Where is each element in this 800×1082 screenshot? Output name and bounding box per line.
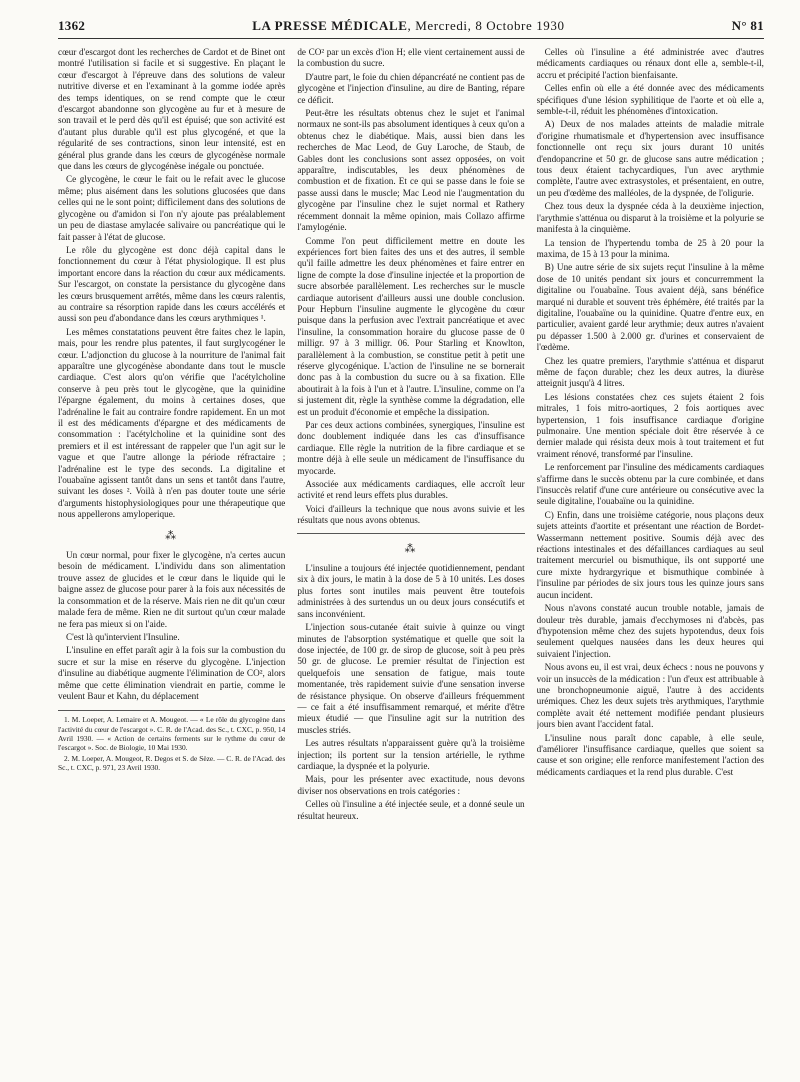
paragraph: Peut-être les résultats obtenus chez le sujet et l'animal normaux ne sont-ils pas absolument identiques à ceux qu'on a obtenus chez le diabétique. Mais, aussi bien dans les recherches de Mac Leod, de Guy Laroche, de Staub, de Gables dont les conclusions sont assez opposées, on voit apparaître, indiscutables, les deux phénomènes de combustion et de fixation. Et ce qui se passe dans le foie se passe aussi dans le muscle; Mac Leod nie l'augmentation du glycogène par l'insuline chez le sujet normal et Rathery récemment donnait la même opinion, mais Collazo affirme l'amylogénie. [297,108,525,233]
issue-number: N° 81 [731,18,764,33]
paragraph: Le renforcement par l'insuline des médicaments cardiaques s'affirme dans le succès obtenu par la cure combinée, et dans l'insuccès relatif d'une cure antérieure ou consécutive avec la seule digitaline, l'ouabaïne ou la quinidine. [536,462,764,507]
paragraph: Celles enfin où elle a été donnée avec des médicaments spécifiques d'une lésion syphilitique de l'aorte et où elle a, semble-t-il, réduit les phénomènes d'intoxication. [536,83,764,117]
journal-masthead: LA PRESSE MÉDICALE, Mercredi, 8 Octobre 1930 [252,18,565,33]
paragraph: Ce glycogène, le cœur le fait ou le refait avec le glucose même; plus aisément dans les solutions glucosées que dans celles qui ne le sont point; difficilement dans des solutions de glycogène ou d'amidon si l'on n'y ajoute pas préalablement un peu de diastase amylacée salivaire ou pancréatique qui le fait passer à l'état de glucose. [58,174,286,242]
paragraph: La tension de l'hypertendu tomba de 25 à 20 pour la maxima, de 15 à 13 pour la minima. [536,237,764,259]
paragraph: L'insuline en effet paraît agir à la fois sur la combustion du sucre et sur la mise en réserve du glycogène. L'injection d'insuline au diabétique augmente l'élimination de CO², alors même que cette élimination viendrait en partie, comme le veulent Baur et Kahn, du déplacement [58,645,286,701]
page-number: 1362 [58,18,86,33]
column-3 [537,47,764,1067]
paragraph: Chez les quatre premiers, l'arythmie s'atténua et disparut même de façon durable; chez les deux autres, la diurèse atteignit jusqu'à 4 litres. [536,355,764,389]
issue-date: Mercredi, 8 Octobre 1930 [415,18,565,33]
paragraph: D'autre part, le foie du chien dépancréaté ne contient pas de glycogène et l'injection d'insuline, au dire de Banting, répare ce déficit. [297,71,525,105]
paragraph: Celles où l'insuline a été injectée seule, et a donné seule un résultat heureux. [297,799,525,821]
paragraph: Nous avons eu, il est vrai, deux échecs : nous ne pouvons y voir un insuccès de la médication : l'un d'eux est attribuable à une bronchopneumonie aiguë, l'autre à des accidents urémiques. Chez les deux sujets très arythmiques, l'arythmie complète avait été nettement modifiée pendant plusieurs jours bien avant l'accident fatal. [536,662,764,730]
page-header [58,18,764,39]
paragraph: B) Une autre série de six sujets reçut l'insuline à la même dose de 10 unités pendant six jours et concurremment la digitaline ou l'ouabaïne. Tous avaient déjà, sans bénéfice marqué ni durable et souvent très éphémère, été traités par la digitaline, l'ouabaïne ou la quinidine. Quatre d'entre eux, en particulier, avaient gardé leur arythmie; deux autres n'avaient pu dépasser 1.500 à 2.000 gr. d'urines et conservaient de l'œdème. [536,262,764,353]
paragraph: Mais, pour les présenter avec exactitude, nous devons diviser nos observations en trois catégories : [297,774,525,796]
footnotes [58,710,285,772]
paragraph: A) Deux de nos malades atteints de maladie mitrale d'origine rhumatismale et d'hypertension avec insuffisance fonctionnelle ont reçu six jours durant 10 unités d'endopancrine et 50 gr. de glucose sans autre médication ; tous deux étaient tachycardiques, l'un avec arythmie complète, l'autre avec extrasystoles, et présentaient, en outre, un peu d'œdème des malléoles, de la dyspnée, de l'oligurie. [536,119,764,198]
journal-title: LA PRESSE MÉDICALE [252,18,408,33]
paragraph: Celles où l'insuline a été administrée avec d'autres médicaments cardiaques ou rénaux dont elle a, semble-t-il, accru et précipité l'action bienfaisante. [536,47,764,80]
paragraph: Par ces deux actions combinées, synergiques, l'insuline est donc doublement indiquée dans les cas d'insuffisance cardiaque. Elle règle la nutrition de la fibre cardiaque et se montre déjà à elle seule un médicament de l'insuffisance du myocarde. [297,420,525,476]
paragraph: cœur d'escargot dont les recherches de Cardot et de Binet ont montré l'utilisation si facile et si suggestive. En plaçant le cœur d'escargot à l'épreuve dans des solutions de valeur nutritive diverse et en l'examinant à la gomme iodée après des temps identiques, on se rend compte que le cœur d'escargot abandonne son glycogène au fur et à mesure de son travail et le perd dès qu'il est épuisé; que son activité est d'autant plus durable qu'il est plus glycogéné, et que la régularité de ses contractions, sinon leur intensité, est en général plus grande dans les cœurs de glycogénèse normale que dans les cœurs de glycogénèse inégale ou ponctuée. [58,47,286,172]
column-1 [58,47,285,1067]
paragraph: de CO² par un excès d'ion H; elle vient certainement aussi de la combustion du sucre. [297,47,525,69]
paragraph: Voici d'ailleurs la technique que nous avons suivie et les résultats que nous avons obtenus. [297,503,525,526]
paragraph: L'insuline a toujours été injectée quotidiennement, pendant six à dix jours, le matin à la dose de 5 à 10 unités. Les doses plus fortes sont inutiles mais peuvent être toutefois administrées à des surtendus un ou deux jours consécutifs et sans inconvénient. [297,563,525,619]
footnote: 2. M. Loeper, A. Mougeot, R. Degos et S. de Sèze. — C. R. de l'Acad. des Sc., t. CXC, p. 971, 23 Avril 1930. [58,754,286,773]
paragraph: Comme l'on peut difficilement mettre en doute les expériences fort bien faites des uns et des autres, il semble qu'il faille admettre les deux phénomènes et faire entrer en ligne de compte la dose d'insuline injectée et la proportion de sucre absorbée parallèlement. Les recherches sur le muscle cardiaque autorisent d'ailleurs aussi une double conclusion. Pour Hepburn l'insuline augmente le glycogène du cœur puisque dans la perfusion avec l'extrait pancréatique et avec l'insuline, la consommation horaire du glucose passe de 0 milligr. 97 à 3 milligr. 06. Pour Starling et Knowlton, parallèlement à la combustion, se constitue petit à petit une réserve glycogénique. L'action de l'insuline ne se bornerait donc pas à la combustion du sucre ou à sa fixation. Elle aboutirait à la fois à l'un et à l'autre. L'insuline, comme on l'a si justement dit, règle la synthèse comme la dégradation, elle est un produit d'économie et empêche la dissipation. [297,235,525,417]
paragraph: Les mêmes constatations peuvent être faites chez le lapin, mais, pour les rendre plus patentes, il faut surglycogéner le cœur. L'adjonction du glucose à la nourriture de l'animal fait apparaître une glycogénèse abondante dans tout le muscle cardiaque. C'est alors qu'on vérifie que l'acétylcholine conserve à peu près tout le glycogène, que la quinidine l'épargne également, du moins à certaines doses, que l'adrénaline le fait au contraire fondre rapidement. En un mot il est des médicaments d'épargne et des médicaments de consommation : l'acétylcholine et la quinidine sont des premiers et il est intéressant de rappeler que l'un agit sur le vague et que l'autre allonge la période réfractaire ; l'adrénaline est le type des seconds. La digitaline et l'ouabaïne agissent tantôt dans un sens et tantôt dans l'autre, suivant les doses ². Voilà à n'en pas douter toute une série d'arguments histophysiologiques pour une thérapeutique que nous appellerons amyloperique. [58,326,286,520]
footnote: 1. M. Loeper, A. Lemaire et A. Mougeot. — « Le rôle du glycogène dans l'activité du cœur de l'escargot ». C. R. de l'Acad. des Sc., t. CXC, p. 950, 14 Avril 1930. — « Action de certains ferments sur le rythme du cœur de l'escargot ». Soc. de Biologie, 10 Mai 1930. [58,715,286,752]
section-separator: ⁂ [404,542,418,555]
divider [297,533,524,534]
paragraph: L'injection sous-cutanée était suivie à quinze ou vingt minutes de l'absorption systématique et quelle que soit la dose injectée, de 100 gr. de sirop de glucose, soit à peu près 50 gr. de glucose. Le premier résultat de l'injection est quelquefois une sensation de fatigue, mais toute momentanée, très rapidement suivie d'une sensation inverse de résistance physique. On observe d'ailleurs fréquemment — ce fait a été insuffisamment remarqué, et mérite d'être mieux étudié — que l'insuline agit sur la nutrition des muscles striés. [297,622,525,735]
paragraph: Associée aux médicaments cardiaques, elle accroît leur activité et rend leurs effets plus durables. [297,479,525,501]
paragraph: Nous n'avons constaté aucun trouble notable, jamais de douleur très durable, jamais d'ecchymoses ni d'abcès, pas d'hypotension même chez des sujets hypotendus, deux fois seulement quelques nausées dans les deux heures qui suivaient l'injection. [536,603,764,659]
paragraph: Les autres résultats n'apparaissent guère qu'à la troisième injection; ils portent sur la tension artérielle, le rythme cardiaque, la dyspnée et la polyurie. [297,738,525,771]
paragraph: Un cœur normal, pour fixer le glycogène, n'a certes aucun besoin de médicament. L'individu dans son alimentation trouve assez de glucides et le cœur dans le liquide qui le baigne assez de glucose pour parer à la fois aux nécessités de la consommation et de la réserve. Mais rien ne dit qu'un cœur malade fera de même. Rien ne dit surtout qu'un cœur malade ne fera pas mieux si on l'aide. [58,550,286,629]
article-columns [58,47,764,1067]
paragraph: C'est là qu'intervient l'Insuline. [66,631,180,642]
paragraph: C) Enfin, dans une troisième catégorie, nous plaçons deux sujets atteints d'aortite et présentant une réaction de Bordet-Wassermann nettement positive. Soumis déjà avec des réactions intestinales et des défaillances cardiaques au seul traitement mercuriel ou bismuthique, ils ont supporté une cure mixte hydrargyrique et bismuthique combinée à l'insuline par périodes de six jours tous les quinze jours sans aucun incident. [536,509,764,600]
paragraph: Les lésions constatées chez ces sujets étaient 2 fois mitrales, 1 fois mitro-aortiques, 2 fois aortiques avec hypertension, 1 fois insuffisance cardiaque d'origine pulmonaire. Une mention spéciale doit être réservée à ce dernier malade qui résista deux mois à tout traitement et fut vraiment rénové, transformé par l'insuline. [536,391,764,459]
paragraph: Le rôle du glycogène est donc déjà capital dans le fonctionnement du cœur à l'état physiologique. Il est plus important encore dans la réaction du cœur aux médicaments. Sur l'escargot, on constate la persistance du glycogène dans les cœurs brusquement arrêtés, même dans les cœurs ralentis, au contraire sa résorption rapide dans les cœurs accélérés et aussi son peu d'abondance dans les cœurs arythmiques ¹. [58,244,286,324]
paragraph: Chez tous deux la dyspnée céda à la deuxième injection, l'arythmie s'atténua ou disparut à la troisième et la polyurie se manifesta à la cinquième. [536,201,764,235]
section-separator: ⁂ [165,529,179,542]
column-2 [297,47,524,1067]
paragraph: L'insuline nous paraît donc capable, à elle seule, d'améliorer l'insuffisance cardiaque, quelles que soient sa cause et son origine; elle renforce manifestement l'action des médicaments cardiaques et la rend plus durable. C'est [536,732,764,777]
